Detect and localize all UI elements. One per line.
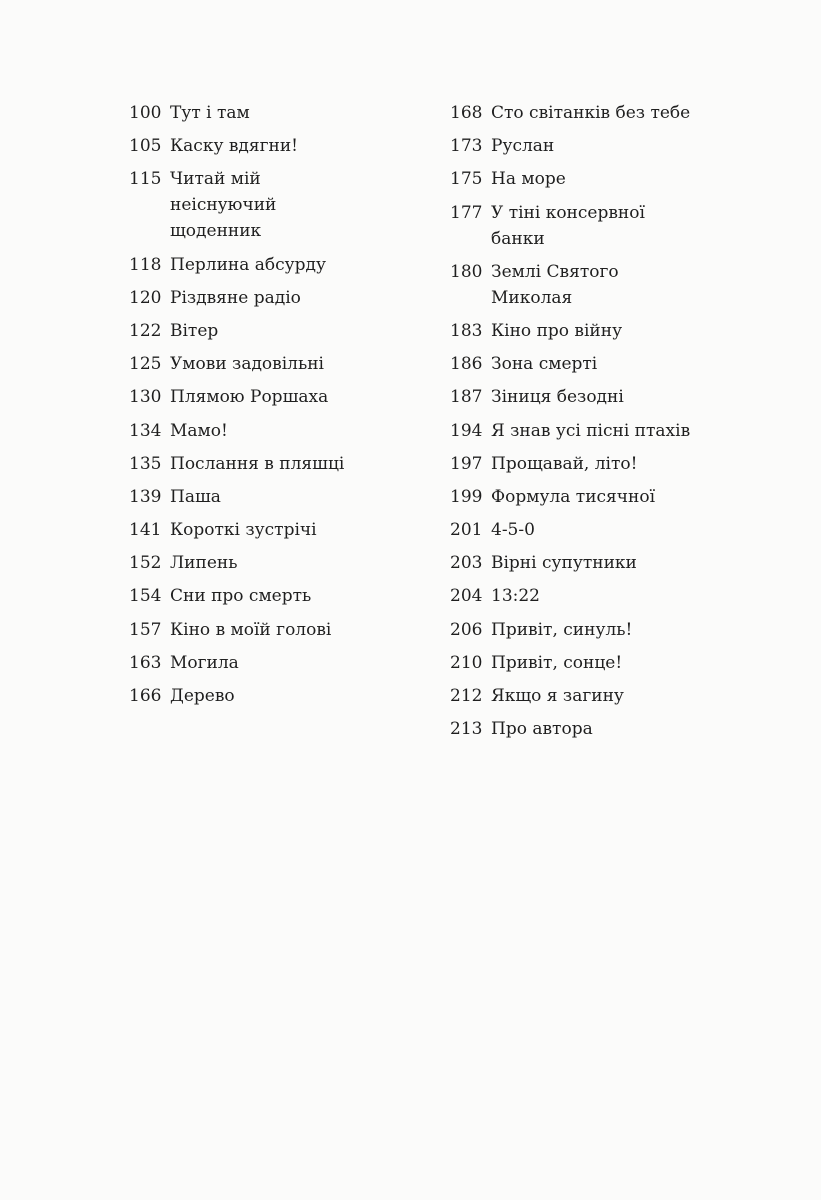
toc-entry-title: Зона смерті [491,354,598,375]
toc-page-number: 120 [129,287,162,308]
toc-page-number: 163 [129,652,162,673]
toc-page-number: 100 [129,103,162,123]
toc-page-number: 115 [129,169,162,190]
toc-page-number: 105 [129,136,162,157]
toc-entry-title: Привіт, синуль! [491,619,633,640]
toc-page-number: 125 [129,354,162,375]
toc-page-number: 210 [450,652,483,673]
toc-entry-title: Каску вдягни! [170,136,299,157]
toc-entry-title: Мамо! [170,420,228,441]
toc-entry [450,351,780,377]
toc-entry [129,418,459,444]
toc-entry [129,252,459,278]
toc-page-number: 154 [129,586,162,607]
toc-entry [450,259,780,311]
toc-entry-title: Різдвяне радіо [170,287,301,308]
toc-page-number: 141 [129,520,162,541]
toc-entry [129,683,459,709]
toc-page-number: 212 [450,686,483,706]
toc-entry-title: Прощавай, літо! [491,453,638,474]
toc-entry-title: Липень [170,553,238,574]
toc-entry-title: Кіно в моїй голові [170,619,332,640]
toc-entry [450,617,780,643]
toc-entry-title: Я знав усі пісні птахів [491,420,691,441]
toc-entry [450,583,780,609]
toc-entry-title: Руслан [491,136,555,157]
toc-entry-title: Плямою Роршаха [170,387,329,408]
toc-entry [129,583,459,609]
toc-page-number: 194 [450,420,483,441]
toc-page-number: 186 [450,354,483,375]
toc-page-number: 197 [450,453,483,474]
toc-page-number: 206 [450,619,483,640]
toc-page-number: 157 [129,619,162,640]
toc-entry [450,166,780,192]
toc-page-number: 122 [129,320,162,341]
toc-entry-title: Формула тисячної [491,486,656,507]
toc-entry-title: Послання в пляшці [170,453,345,474]
toc-page-number: 173 [450,136,483,157]
toc-entry-title: Привіт, сонце! [491,652,623,673]
toc-page-number: 187 [450,387,483,408]
toc-page-number: 166 [129,686,162,706]
toc-page-number: 134 [129,420,162,441]
toc-entry-title: Короткі зустрічі [170,520,317,541]
toc-entry-title: Сни про смерть [170,586,312,607]
toc-entry [129,133,459,159]
toc-entry [129,100,459,126]
toc-page-number: 199 [450,486,483,507]
toc-page-number: 183 [450,320,483,341]
toc-entry-title: 13:22 [491,586,540,607]
toc-entry-title: Перлина абсурду [170,254,327,275]
toc-page-number: 203 [450,553,483,574]
toc-entry-title: Могила [170,652,239,673]
toc-page-number: 204 [450,586,483,607]
toc-page-number: 168 [450,103,483,123]
toc-entry-title: Умови задовільні [170,354,324,375]
toc-entry-title: Дерево [170,686,235,706]
toc-entry-title: У тіні консервної банки [491,202,645,249]
toc-entry [450,683,780,709]
toc-page-number: 201 [450,520,483,541]
toc-entry [450,451,780,477]
toc-entry [450,517,780,543]
toc-entry [129,318,459,344]
toc-entry [129,451,459,477]
toc-entry-title: Тут і там [170,103,250,123]
toc-entry [129,617,459,643]
toc-page-number: 177 [450,202,483,223]
toc-page-number: 180 [450,261,483,282]
toc-page-number: 139 [129,486,162,507]
toc-entry-title: Читай мій неіснуючий щоденник [170,169,277,242]
toc-entry [129,550,459,576]
toc-entry [129,166,459,244]
toc-entry-title: Якщо я загину [491,686,624,706]
toc-entry [129,384,459,410]
toc-entry [450,100,780,126]
toc-page-number: 118 [129,254,162,275]
toc-entry-title: Паша [170,486,221,507]
toc-entry [450,384,780,410]
toc-entry [129,484,459,510]
toc-entry [450,716,780,742]
toc-page-number: 175 [450,169,483,190]
toc-entry-title: Про автора [491,719,593,740]
toc-entry [129,351,459,377]
toc-page-number: 152 [129,553,162,574]
toc-entry-title: На море [491,169,566,190]
toc-entry [450,550,780,576]
toc-entry [450,200,780,252]
toc-page-number: 213 [450,719,483,740]
toc-entry-title: 4-5-0 [491,520,535,541]
toc-entry [450,484,780,510]
toc-entry-title: Вірні супутники [491,553,637,574]
toc-entry-title: Зіниця безодні [491,387,624,408]
toc-entry [450,650,780,676]
toc-entry-title: Землі Святого Миколая [491,261,619,308]
toc-left-column [129,100,459,716]
toc-entry [450,318,780,344]
toc-page-number: 130 [129,387,162,408]
toc-right-column [450,100,780,749]
toc-entry-title: Кіно про війну [491,320,623,341]
toc-entry-title: Вітер [170,320,219,341]
toc-entry-title: Сто світанків без тебе [491,103,691,123]
toc-page-number: 135 [129,453,162,474]
toc-entry [450,418,780,444]
toc-entry [129,285,459,311]
toc-entry [129,517,459,543]
toc-entry [450,133,780,159]
toc-entry [129,650,459,676]
